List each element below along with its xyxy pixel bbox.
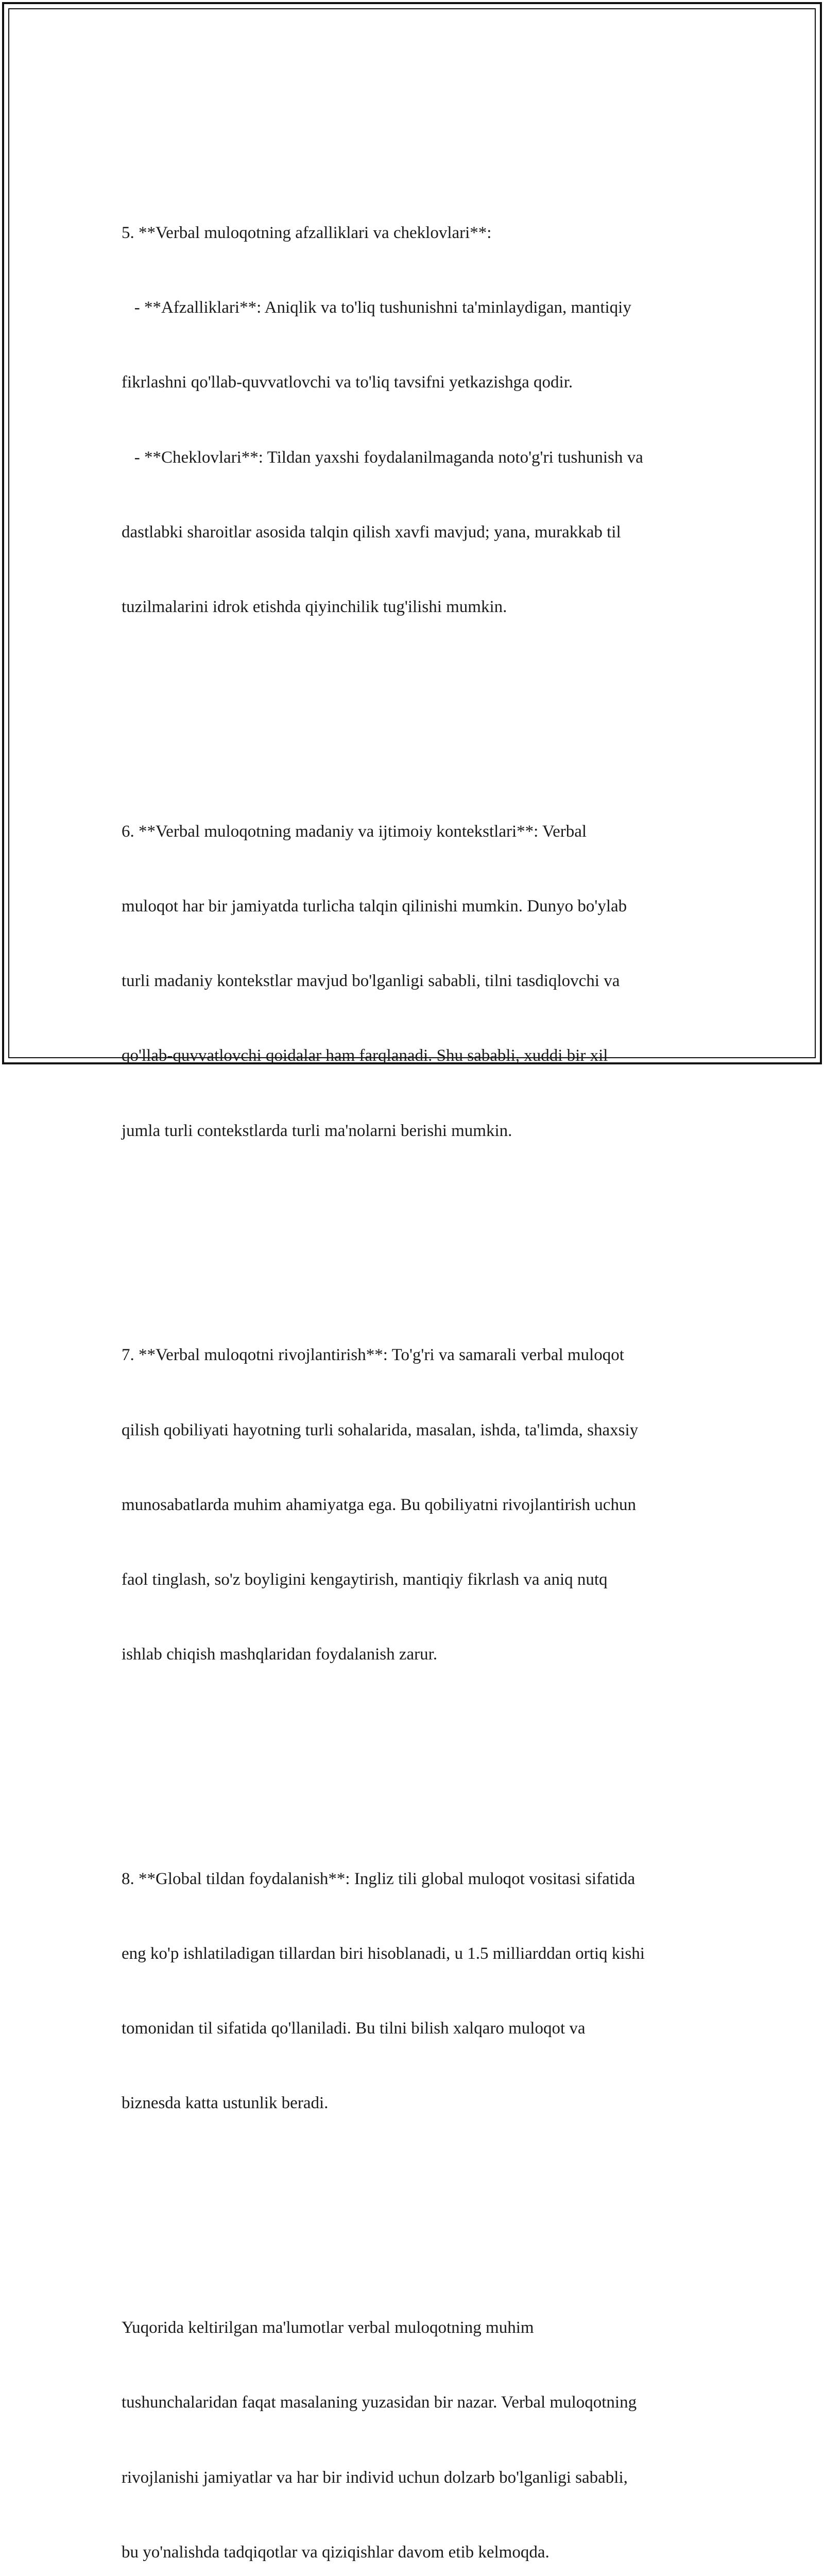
text-line: - **Afzalliklari**: Aniqlik va to'liq tushunishni ta'minlaydigan, mantiqiy (122, 298, 631, 317)
text-line: tushunchalaridan faqat masalaning yuzasidan bir nazar. Verbal muloqotning (122, 2393, 637, 2412)
paragraph-cultural-contexts (122, 769, 719, 1193)
text-line: 7. **Verbal muloqotni rivojlantirish**: To'g'ri va samarali verbal muloqot (122, 1346, 624, 1365)
text-line: tuzilmalarini idrok etishda qiyinchilik tug'ilishi mumkin. (122, 598, 507, 617)
text-line: qo'llab-quvvatlovchi qoidalar ham farqlanadi. Shu sababli, xuddi bir xil (122, 1046, 608, 1065)
text-line: ishlab chiqish mashqlaridan foydalanish zarur. (122, 1645, 438, 1664)
text-line: rivojlanishi jamiyatlar va har bir individ uchun dolzarb bo'lganligi sababli, (122, 2468, 628, 2487)
text-line: turli madaniy kontekstlar mavjud bo'lganligi sababli, tilni tasdiqlovchi va (122, 972, 620, 991)
text-line: 8. **Global tildan foydalanish**: Ingliz tili global muloqot vositasi sifatida (122, 1869, 636, 1888)
text-line: - **Cheklovlari**: Tildan yaxshi foydalanilmaganda noto'g'ri tushunish va (122, 448, 643, 467)
document-body (122, 96, 719, 2576)
text-line: jumla turli contekstlarda turli ma'nolarni berishi mumkin. (122, 1121, 512, 1140)
text-line: fikrlashni qo'llab-quvvatlovchi va to'liq tavsifni yetkazishga qodir. (122, 373, 573, 392)
text-line: tomonidan til sifatida qo'llaniladi. Bu tilni bilish xalqaro muloqot va (122, 2019, 586, 2038)
text-line: 6. **Verbal muloqotning madaniy va ijtimoiy kontekstlari**: Verbal (122, 822, 587, 841)
text-line: munosabatlarda muhim ahamiyatga ega. Bu qobiliyatni rivojlantirish uchun (122, 1495, 636, 1514)
paragraph-advantages-limitations (122, 171, 719, 669)
paragraph-global-language (122, 1817, 719, 2166)
text-line: bu yo'nalishda tadqiqotlar va qiziqishlar davom etib kelmoqda. (122, 2543, 550, 2562)
text-line: 5. **Verbal muloqotning afzalliklari va cheklovlari**: (122, 224, 492, 243)
text-line: eng ko'p ishlatiladigan tillardan biri hisoblanadi, u 1.5 milliarddan ortiq kishi (122, 1944, 645, 1963)
text-line: faol tinglash, so'z boyligini kengaytirish, mantiqiy fikrlash va aniq nutq (122, 1570, 608, 1589)
text-line: dastlabki sharoitlar asosida talqin qilish xavfi mavjud; yana, murakkab til (122, 522, 621, 541)
text-line: biznesda katta ustunlik beradi. (122, 2094, 329, 2113)
text-line: muloqot har bir jamiyatda turlicha talqin qilinishi mumkin. Dunyo bo'ylab (122, 896, 627, 916)
text-line: Yuqorida keltirilgan ma'lumotlar verbal muloqotning muhim (122, 2318, 534, 2337)
paragraph-conclusion (122, 2265, 719, 2576)
text-line: qilish qobiliyati hayotning turli sohalarida, masalan, ishda, ta'limda, shaxsiy (122, 1420, 639, 1439)
paragraph-development (122, 1293, 719, 1717)
